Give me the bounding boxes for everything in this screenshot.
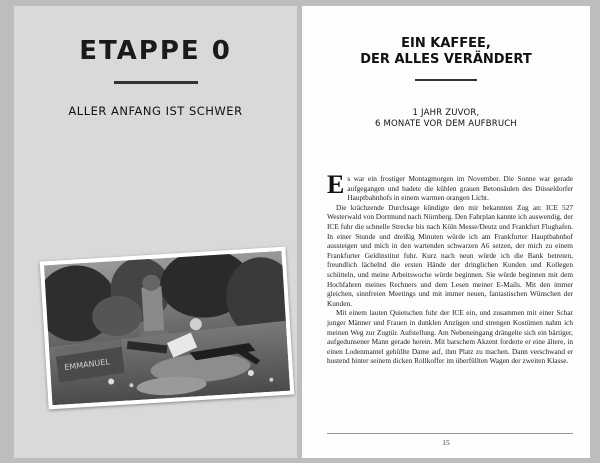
photo-sign-text: EMMANUEL <box>63 357 111 373</box>
chapter-title: ETAPPE 0 <box>79 36 232 66</box>
section-subtitle <box>302 108 590 130</box>
chapter-photo <box>40 247 295 410</box>
section-title <box>302 36 590 68</box>
right-page <box>302 6 590 458</box>
page-number: 15 <box>442 438 450 447</box>
body-text <box>327 170 573 366</box>
section-divider <box>415 79 477 81</box>
section-title-line1: EIN KAFFEE, <box>401 36 491 51</box>
paragraph-3: Mit einem lauten Quietschen fuhr der ICE ein, und zusammen mit einer Schar junger Männer und Frauen in dunklen Anzügen und strengen Kostümen nahm ich meinen Weg zur Zugtür. Aufstellung. Am Nebeneingang drängelte sich ein bärtiger, aufgedunsener Mann gerade herein. Mit barschem Akzent forderte er eine ältere, in einen Lodenmantel gehüllte Dame auf, ihm Platz zu machen. Dann verschwand er hustend hinter seinem dicken Rollkoffer im überfüllten Wagen der zweiten Klasse. <box>327 308 573 366</box>
left-page <box>14 6 297 458</box>
section-subtitle-line2: 6 MONATE VOR DEM AUFBRUCH <box>374 119 518 129</box>
paragraph-1 <box>327 170 573 203</box>
section-subtitle-line1: 1 JAHR ZUVOR, <box>412 108 480 118</box>
chapter-subtitle: ALLER ANFANG IST SCHWER <box>68 104 243 118</box>
title-divider <box>114 81 198 84</box>
paragraph-2: Die krächzende Durchsage kündigte den mir bekannten Zug an: ICE 527 Westerwald von Dortmund nach Nürnberg. Den Fahrplan kannte ich auswendig, der ICE fuhr die schnelle Strecke bis nach Köln Messe/Deutz und Frankfurt Flughafen. In einer Stunde und dreißig Minuten würde ich am Frankfurter Hauptbahnhof aussteigen und mich in den wartenden schwarzen A6 setzen, der mich zu einem Frankfurter Geldinstitut fuhr. Kurz nach neun würde ich die Bank betreten, freundlich lächelnd die ersten Hände der dringlichen Kunden und Kollegen schütteln, und meine Arbeitswoche würde beginnen. Sie würde beginnen mit dem Hochfahren meines Rechners und dem Lesen meiner E-Mails. Mit den immer gleichen, sinnfreien Meetings und mit immer neuen, fantastischen Wünschen der Kunden. <box>327 202 573 308</box>
drop-cap: E <box>327 170 345 199</box>
paragraph-1-text: s war ein frostiger Montagmorgen im November. Die Sonne war gerade aufgegangen und badete die kühlen grauen Betonsäulen des Düsseldorfer Hauptbahnhofs in einem warmen orangen Licht. <box>347 174 573 203</box>
footer-rule <box>327 433 573 434</box>
section-title-line2: DER ALLES VERÄNDERT <box>360 52 532 67</box>
photo-image <box>44 251 290 405</box>
